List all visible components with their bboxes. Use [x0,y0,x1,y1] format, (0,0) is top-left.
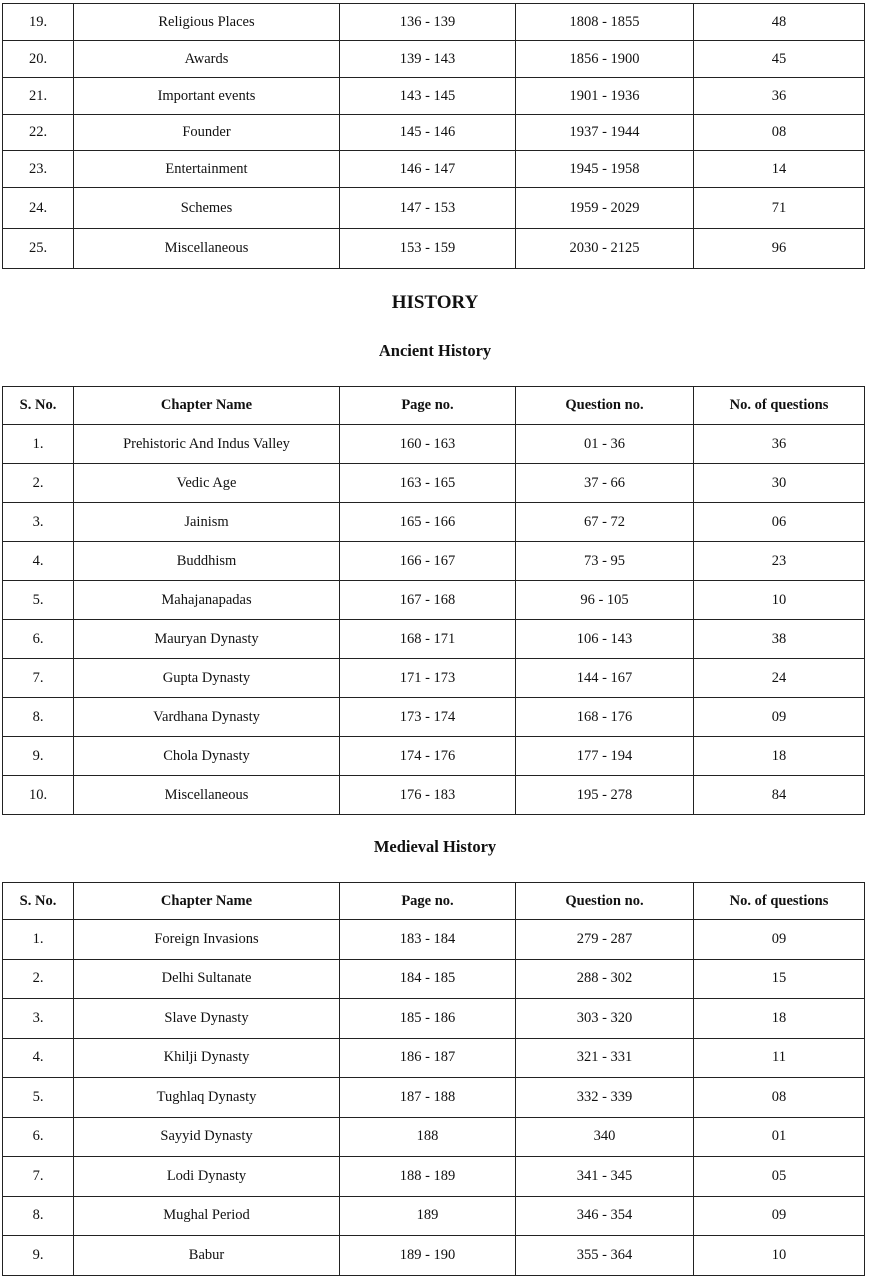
question-range: 67 - 72 [516,503,694,542]
page-range: 146 - 147 [340,151,516,188]
table-row [3,959,865,999]
question-range: 1901 - 1936 [516,78,694,115]
page-range: 188 - 189 [340,1157,516,1197]
table-row [3,464,865,503]
page-range: 186 - 187 [340,1038,516,1078]
table-row [3,115,865,151]
page-range: 185 - 186 [340,999,516,1039]
header-count: No. of questions [694,387,865,425]
chapter-name: Miscellaneous [74,229,340,269]
serial-number: 2. [3,464,74,503]
page-range: 153 - 159 [340,229,516,269]
chapter-name: Mughal Period [74,1196,340,1236]
question-count: 45 [694,41,865,78]
header-sno: S. No. [3,883,74,920]
table-row [3,1117,865,1157]
question-range: 1856 - 1900 [516,41,694,78]
question-count: 01 [694,1117,865,1157]
serial-number: 4. [3,1038,74,1078]
serial-number: 4. [3,542,74,581]
table-row [3,229,865,269]
table-row [3,776,865,815]
table-row [3,737,865,776]
chapter-name: Important events [74,78,340,115]
chapter-name: Vedic Age [74,464,340,503]
chapter-name: Schemes [74,188,340,229]
question-range: 37 - 66 [516,464,694,503]
table-row [3,41,865,78]
page-range: 143 - 145 [340,78,516,115]
serial-number: 2. [3,959,74,999]
page-range: 183 - 184 [340,920,516,960]
question-count: 10 [694,581,865,620]
table-row [3,503,865,542]
question-range: 168 - 176 [516,698,694,737]
table-row [3,999,865,1039]
page-range: 166 - 167 [340,542,516,581]
chapter-name: Jainism [74,503,340,542]
table-row [3,581,865,620]
question-count: 14 [694,151,865,188]
page-range: 176 - 183 [340,776,516,815]
question-range: 73 - 95 [516,542,694,581]
serial-number: 23. [3,151,74,188]
question-range: 144 - 167 [516,659,694,698]
chapter-name: Babur [74,1236,340,1276]
serial-number: 5. [3,581,74,620]
page-range: 173 - 174 [340,698,516,737]
header-chapter: Chapter Name [74,387,340,425]
question-count: 30 [694,464,865,503]
page-range: 147 - 153 [340,188,516,229]
question-count: 11 [694,1038,865,1078]
question-range: 1937 - 1944 [516,115,694,151]
serial-number: 1. [3,920,74,960]
question-count: 84 [694,776,865,815]
header-question: Question no. [516,387,694,425]
page-range: 171 - 173 [340,659,516,698]
table-header-row [3,387,865,425]
question-range: 1959 - 2029 [516,188,694,229]
medieval-history-title: Medieval History [373,837,497,856]
question-range: 346 - 354 [516,1196,694,1236]
table-row [3,4,865,41]
question-count: 15 [694,959,865,999]
page-range: 160 - 163 [340,425,516,464]
question-range: 106 - 143 [516,620,694,659]
question-count: 09 [694,920,865,960]
table-row [3,1038,865,1078]
serial-number: 24. [3,188,74,229]
chapter-name: Buddhism [74,542,340,581]
serial-number: 25. [3,229,74,269]
serial-number: 3. [3,999,74,1039]
question-count: 10 [694,1236,865,1276]
serial-number: 6. [3,620,74,659]
medieval-history-table [2,882,865,1276]
serial-number: 3. [3,503,74,542]
ancient-history-title: Ancient History [378,341,492,360]
chapter-name: Vardhana Dynasty [74,698,340,737]
header-question: Question no. [516,883,694,920]
table-row [3,151,865,188]
chapter-name: Entertainment [74,151,340,188]
table-row [3,698,865,737]
table-row [3,620,865,659]
page-range: 167 - 168 [340,581,516,620]
serial-number: 10. [3,776,74,815]
question-range: 340 [516,1117,694,1157]
table-row [3,1196,865,1236]
question-count: 36 [694,78,865,115]
page-range: 174 - 176 [340,737,516,776]
page-range: 189 [340,1196,516,1236]
question-count: 06 [694,503,865,542]
chapter-name: Chola Dynasty [74,737,340,776]
page-range: 136 - 139 [340,4,516,41]
toc-table-continued [2,3,865,269]
page-range: 188 [340,1117,516,1157]
question-count: 08 [694,115,865,151]
question-count: 18 [694,737,865,776]
header-count: No. of questions [694,883,865,920]
question-count: 09 [694,1196,865,1236]
page-range: 184 - 185 [340,959,516,999]
table-row [3,188,865,229]
serial-number: 1. [3,425,74,464]
serial-number: 9. [3,1236,74,1276]
question-count: 36 [694,425,865,464]
page-range: 168 - 171 [340,620,516,659]
serial-number: 8. [3,1196,74,1236]
table-row [3,1157,865,1197]
chapter-name: Tughlaq Dynasty [74,1078,340,1118]
section-title: HISTORY [391,292,479,313]
serial-number: 5. [3,1078,74,1118]
serial-number: 7. [3,659,74,698]
ancient-history-table [2,386,865,815]
chapter-name: Foreign Invasions [74,920,340,960]
serial-number: 22. [3,115,74,151]
header-sno: S. No. [3,387,74,425]
question-range: 195 - 278 [516,776,694,815]
question-range: 01 - 36 [516,425,694,464]
table-row [3,542,865,581]
table-row [3,425,865,464]
question-count: 18 [694,999,865,1039]
serial-number: 9. [3,737,74,776]
chapter-name: Gupta Dynasty [74,659,340,698]
chapter-name: Prehistoric And Indus Valley [74,425,340,464]
chapter-name: Sayyid Dynasty [74,1117,340,1157]
page-range: 163 - 165 [340,464,516,503]
table-header-row [3,883,865,920]
serial-number: 6. [3,1117,74,1157]
question-range: 279 - 287 [516,920,694,960]
chapter-name: Mahajanapadas [74,581,340,620]
question-range: 1808 - 1855 [516,4,694,41]
chapter-name: Slave Dynasty [74,999,340,1039]
question-range: 341 - 345 [516,1157,694,1197]
serial-number: 8. [3,698,74,737]
question-count: 08 [694,1078,865,1118]
header-page: Page no. [340,883,516,920]
chapter-name: Awards [74,41,340,78]
serial-number: 20. [3,41,74,78]
question-range: 303 - 320 [516,999,694,1039]
table-row [3,1236,865,1276]
page-range: 189 - 190 [340,1236,516,1276]
page-range: 165 - 166 [340,503,516,542]
question-range: 321 - 331 [516,1038,694,1078]
chapter-name: Khilji Dynasty [74,1038,340,1078]
table-row [3,1078,865,1118]
serial-number: 19. [3,4,74,41]
question-range: 177 - 194 [516,737,694,776]
page-range: 139 - 143 [340,41,516,78]
question-count: 48 [694,4,865,41]
serial-number: 7. [3,1157,74,1197]
question-count: 23 [694,542,865,581]
page-range: 187 - 188 [340,1078,516,1118]
header-chapter: Chapter Name [74,883,340,920]
question-range: 355 - 364 [516,1236,694,1276]
question-range: 288 - 302 [516,959,694,999]
question-count: 71 [694,188,865,229]
chapter-name: Mauryan Dynasty [74,620,340,659]
question-count: 24 [694,659,865,698]
question-range: 332 - 339 [516,1078,694,1118]
table-row [3,659,865,698]
question-count: 38 [694,620,865,659]
chapter-name: Religious Places [74,4,340,41]
question-range: 1945 - 1958 [516,151,694,188]
chapter-name: Miscellaneous [74,776,340,815]
header-page: Page no. [340,387,516,425]
serial-number: 21. [3,78,74,115]
question-count: 05 [694,1157,865,1197]
chapter-name: Founder [74,115,340,151]
page-range: 145 - 146 [340,115,516,151]
question-count: 09 [694,698,865,737]
table-row [3,920,865,960]
question-count: 96 [694,229,865,269]
chapter-name: Lodi Dynasty [74,1157,340,1197]
question-range: 96 - 105 [516,581,694,620]
question-range: 2030 - 2125 [516,229,694,269]
table-row [3,78,865,115]
chapter-name: Delhi Sultanate [74,959,340,999]
